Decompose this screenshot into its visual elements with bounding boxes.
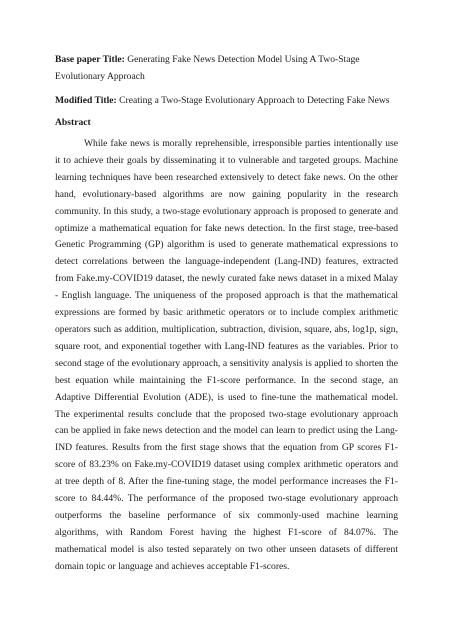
abstract-heading: Abstract: [55, 117, 91, 128]
modified-title: [55, 93, 398, 110]
modified-label: Modified Title:: [55, 95, 117, 106]
abstract-body: While fake news is morally reprehensible, irresponsible parties intentionally use it to achieve their goals by disseminating it to vulnerable and targeted groups. Machine learning techniques have been researched extensively to detect fake news. On the other hand, evolutionary-based algorithms are now gaining popularity in the research community. In this study, a two-stage evolutionary approach is proposed to generate and optimize a mathematical equation for fake news detection. In the first stage, tree-based Genetic Programming (GP) algorithm is used to generate mathematical expressions to detect correlations between the language-independent (Lang-IND) features, extracted from Fake.my-COVID19 dataset, the newly curated fake news dataset in a mixed Malay - English language. The uniqueness of the proposed approach is that the mathematical expressions are formed by basic arithmetic operators or to include complex arithmetic operators such as addition, multiplication, subtraction, division, square, abs, log1p, sign, square root, and exponential together with Lang-IND features as the variables. Prior to second stage of the evolutionary approach, a sensitivity analysis is applied to shorten the best equation while maintaining the F1-score performance. In the second stage, an Adaptive Differential Evolution (ADE), is used to fine-tune the mathematical model. The experimental results conclude that the proposed two-stage evolutionary approach can be applied in fake news detection and the model can learn to predict using the Lang-IND features. Results from the first stage shows that the equation from GP scores F1-score of 83.23% on Fake.my-COVID19 dataset using complex arithmetic operators and at tree depth of 8. After the fine-tuning stage, the model performance increases the F1-score to 84.44%. The performance of the proposed two-stage evolutionary approach outperforms the baseline performance of six commonly-used machine learning algorithms, with Random Forest having the highest F1-score of 84.07%. The mathematical model is also tested separately on two other unseen datasets of different domain topic or language and achieves acceptable F1-scores.: [55, 138, 398, 572]
base-paper-title-text: Generating Fake News Detection Model Using A Two-Stage Evolutionary Approach: [55, 54, 360, 82]
base-paper-title: [55, 52, 398, 86]
modified-title-text: Creating a Two-Stage Evolutionary Approach to Detecting Fake News: [119, 95, 390, 106]
base-paper-label: Base paper Title:: [55, 54, 125, 65]
